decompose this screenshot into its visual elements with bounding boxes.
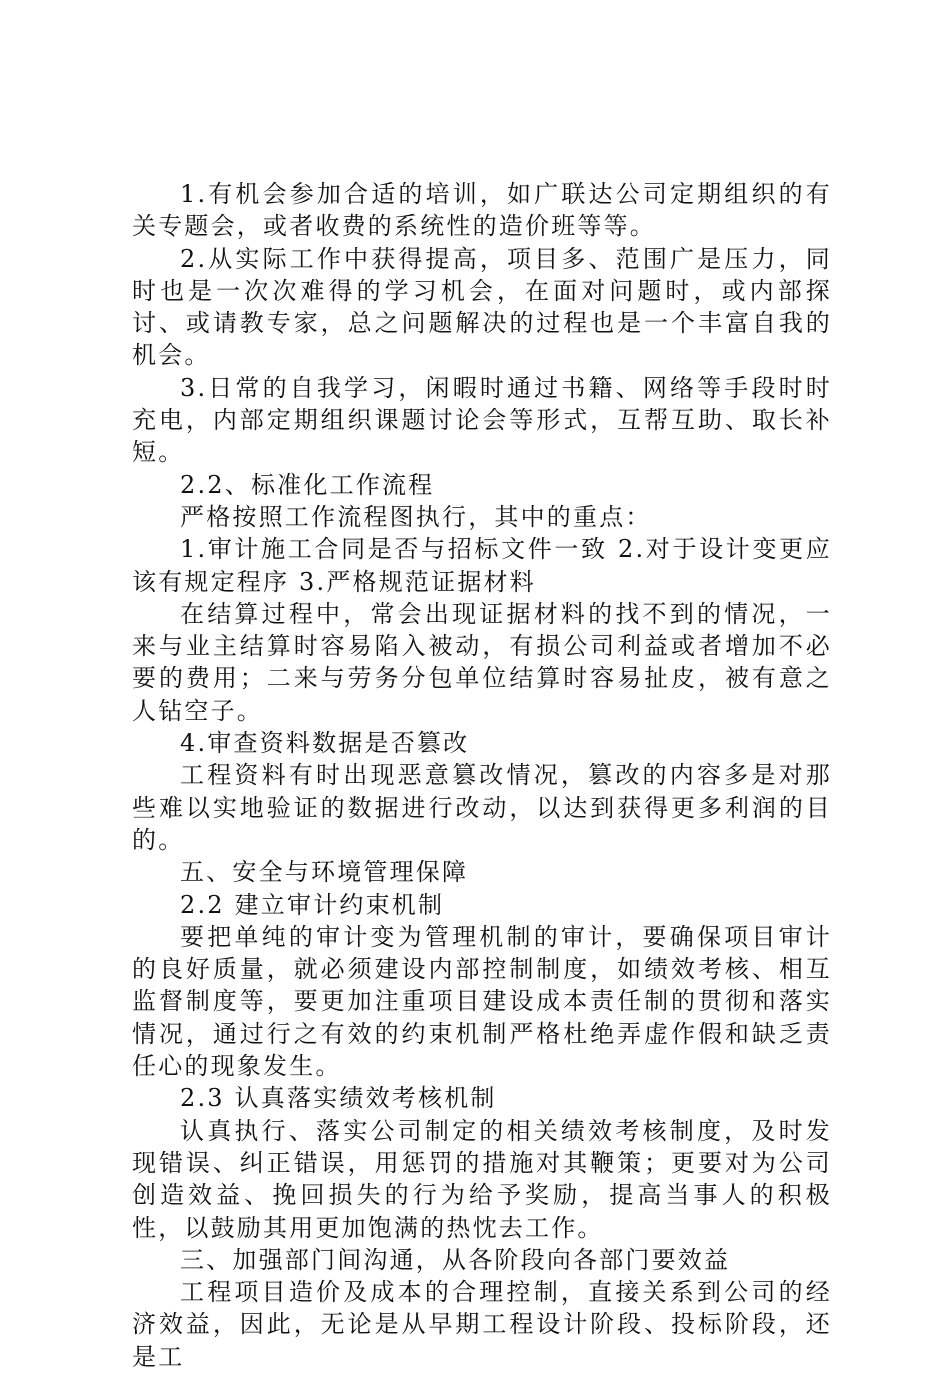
paragraph-practical-work: 2.从实际工作中获得提高，项目多、范围广是压力，同时也是一次次难得的学习机会，在面对问题时，或内部探讨、或请教专家，总之问题解决的过程也是一个丰富自我的机会。 bbox=[132, 244, 832, 370]
paragraph-cost-control: 工程项目造价及成本的合理控制，直接关系到公司的经济效益，因此，无论是从早期工程设计阶段、投标阶段，还是工 bbox=[132, 1278, 832, 1371]
document-body bbox=[132, 178, 832, 1373]
section-heading-department-communication: 三、加强部门间沟通，从各阶段向各部门要效益 bbox=[180, 1245, 731, 1274]
paragraph-evidence-materials: 在结算过程中，常会出现证据材料的找不到的情况，一来与业主结算时容易陷入被动，有损公司利益或者增加不必要的费用；二来与劳务分包单位结算时容易扯皮，被有意之人钻空子。 bbox=[132, 599, 832, 725]
section-heading-audit-constraint: 2.2 建立审计约束机制 bbox=[180, 890, 445, 919]
section-heading-performance-assessment: 2.3 认真落实绩效考核机制 bbox=[180, 1084, 497, 1113]
paragraph-audit-constraint: 要把单纯的审计变为管理机制的审计，要确保项目审计的良好质量，就必须建设内部控制制度，如绩效考核、相互监督制度等，要更加注重项目建设成本责任制的贯彻和落实情况，通过行之有效的约束机制严格杜绝弄虚作假和缺乏责任心的现象发生。 bbox=[132, 922, 832, 1081]
subheading-data-tampering: 4.审查资料数据是否篡改 bbox=[180, 729, 470, 758]
paragraph-self-study: 3.日常的自我学习，闲暇时通过书籍、网络等手段时时充电，内部定期组织课题讨论会等形式，互帮互助、取长补短。 bbox=[132, 373, 832, 467]
section-heading-standard-workflow: 2.2、标准化工作流程 bbox=[180, 470, 435, 499]
section-heading-safety-environment: 五、安全与环境管理保障 bbox=[180, 858, 469, 887]
paragraph-workflow-points: 1.审计施工合同是否与招标文件一致 2.对于设计变更应该有规定程序 3.严格规范证据材料 bbox=[132, 535, 832, 596]
paragraph-training: 1.有机会参加合适的培训，如广联达公司定期组织的有关专题会，或者收费的系统性的造价班等等。 bbox=[132, 180, 832, 241]
paragraph-workflow-intro: 严格按照工作流程图执行，其中的重点： bbox=[180, 502, 652, 531]
paragraph-data-tampering: 工程资料有时出现恶意篡改情况，篡改的内容多是对那些难以实地验证的数据进行改动，以达到获得更多利润的目的。 bbox=[132, 761, 832, 854]
paragraph-performance-assessment: 认真执行、落实公司制定的相关绩效考核制度，及时发现错误、纠正错误，用惩罚的措施对其鞭策；更要对为公司创造效益、挽回损失的行为给予奖励，提高当事人的积极性，以鼓励其用更加饱满的热忱去工作。 bbox=[132, 1116, 832, 1242]
